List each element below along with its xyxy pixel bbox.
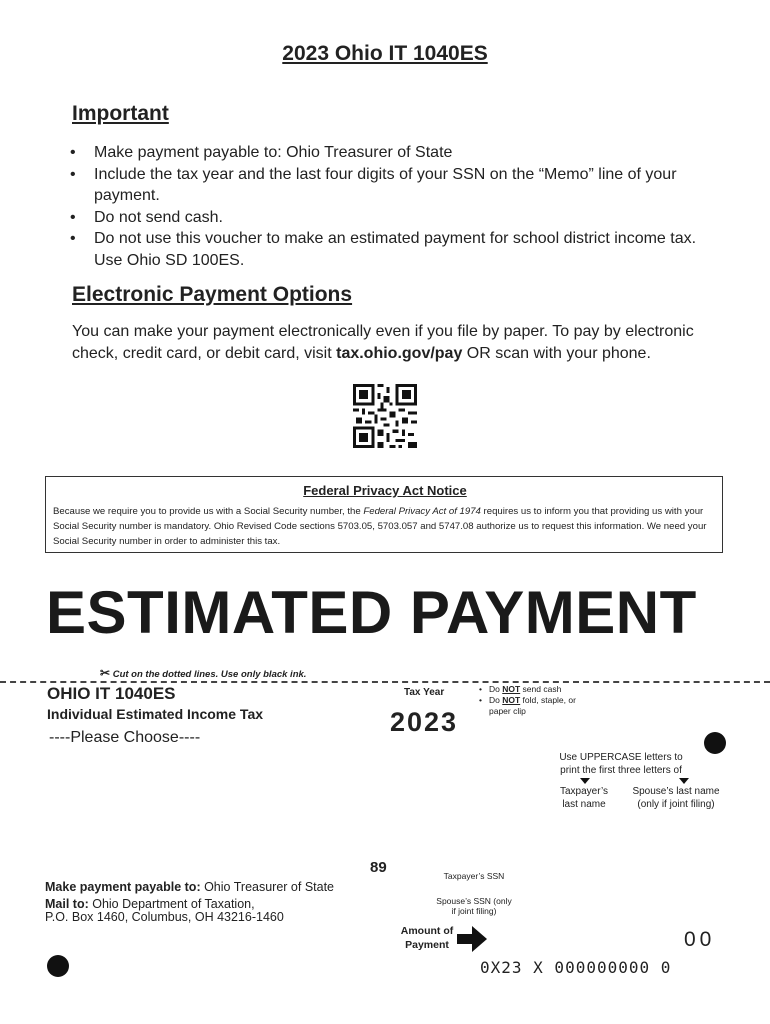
list-item: • Do not send cash. [70, 207, 720, 229]
form-subtitle: Individual Estimated Income Tax [47, 706, 264, 722]
privacy-heading: Federal Privacy Act Notice [303, 483, 467, 498]
electronic-paragraph [72, 321, 722, 365]
important-list [70, 142, 720, 271]
form-name: OHIO IT 1040ES [47, 684, 176, 703]
amount-cents: 00 [684, 928, 716, 951]
cut-note [100, 666, 306, 680]
taxpayer-ssn-label: Taxpayer’s SSN [443, 871, 505, 881]
payable-line [45, 881, 334, 895]
note-text: fold, staple, or paper clip [489, 695, 576, 716]
important-heading: Important [72, 102, 169, 125]
mail-address: P.O. Box 1460, Columbus, OH 43216-1460 [45, 910, 284, 924]
privacy-text [53, 504, 719, 549]
estimated-payment-banner: ESTIMATED PAYMENT [46, 579, 697, 646]
spouse-last-name-label: Spouse’s last name (only if joint filing) [632, 786, 720, 810]
page-title: 2023 Ohio IT 1040ES [282, 42, 488, 65]
list-item: • Do not use this voucher to make an estimated payment for school district income tax. Use Ohio SD 100ES. [70, 228, 720, 271]
cut-note-text: Cut on the dotted lines. Use only black ink. [112, 669, 307, 680]
ocr-scan-line: 0X23 X 000000000 0 [480, 958, 672, 977]
list-item: • Make payment payable to: Ohio Treasurer of State [70, 142, 720, 164]
payable-label: Make payment payable to: [45, 880, 201, 894]
registration-mark [704, 732, 726, 754]
taxpayer-last-name-label: Taxpayer’s last name [560, 786, 608, 810]
privacy-text-end: requires us to inform you that providing us with your Social Security number is mandatory. Ohio Revised Code sections 5703.05, 5703.057 and 5747.08 authorize us to request this information. We need your Social Security number in order to administer this tax. [53, 506, 707, 547]
note-emphasis: NOT [502, 695, 521, 705]
mail-label: Mail to: [45, 896, 89, 911]
amount-label: Amount of Payment [400, 925, 454, 951]
qr-code-icon[interactable] [353, 384, 417, 448]
arrow-down-icon [580, 778, 590, 784]
electronic-heading: Electronic Payment Options [72, 283, 353, 306]
privacy-text-start: Because we require you to provide us with a Social Security number, the [53, 506, 364, 517]
uppercase-note: Use UPPERCASE letters to print the first three letters of [559, 752, 683, 776]
voucher-notes [479, 684, 577, 717]
mail-line [45, 898, 334, 912]
privacy-notice-box [45, 476, 723, 553]
form-code: 89 [370, 859, 387, 876]
arrow-right-icon [457, 926, 487, 952]
tax-year-value: 2023 [390, 707, 459, 737]
privacy-act-name: Federal Privacy Act of 1974 [363, 506, 481, 517]
scissors-icon: ✂ [100, 666, 111, 680]
list-item: • Include the tax year and the last four digits of your SSN on the “Memo” line of your payment. [70, 164, 720, 207]
mailing-info [45, 881, 334, 925]
list-item [479, 695, 577, 717]
payment-period-select[interactable]: ----Please Choose---- [49, 729, 201, 746]
note-text: Do [489, 684, 503, 694]
note-text: Do [489, 695, 503, 705]
spouse-ssn-label: Spouse’s SSN (only if joint filing) [436, 896, 512, 916]
tax-year-label: Tax Year [404, 687, 445, 698]
arrow-down-icon [679, 778, 689, 784]
payable-value: Ohio Treasurer of State [200, 880, 335, 894]
electronic-text: You can make your payment electronically even if you file by paper. To pay by electronic check, credit card, or debit card, visit [72, 323, 694, 362]
electronic-text-end: OR scan with your phone. [462, 345, 651, 362]
registration-mark [47, 955, 69, 977]
mail-value: Ohio Department of Taxation, [88, 896, 255, 911]
note-emphasis: NOT [502, 684, 521, 694]
cut-line [0, 681, 770, 683]
list-item [479, 684, 577, 695]
note-text: send cash [520, 684, 562, 694]
pay-link[interactable]: tax.ohio.gov/pay [336, 345, 463, 362]
